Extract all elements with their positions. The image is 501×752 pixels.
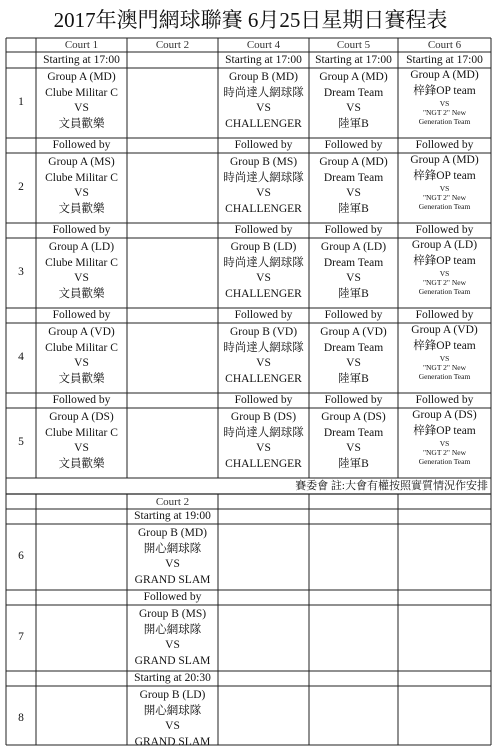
cell-text: Clube Militar C	[45, 341, 118, 354]
match-cell	[309, 323, 398, 393]
cell-text: Followed by	[143, 591, 202, 603]
cell-text: 4	[18, 351, 24, 364]
cell-text: Starting at 17:00	[225, 54, 302, 66]
cell-text: VS	[256, 102, 271, 115]
cell-text: Clube Militar C	[45, 86, 118, 99]
cell-text: Court 2	[155, 39, 190, 51]
cell-text: VS	[165, 639, 180, 652]
followed-by-label	[309, 223, 398, 238]
followed-by-label	[218, 393, 309, 408]
page-title: 2017年澳門網球聯賽 6月25日星期日賽程表	[53, 8, 448, 32]
cell-text: 開心網球隊	[143, 623, 202, 636]
cell-text: Group B (DS)	[230, 411, 297, 423]
cell-text: 陸軍B	[338, 202, 369, 215]
match-cell	[218, 408, 309, 478]
cell-text: 梓鋒OP team	[413, 84, 476, 97]
cell-text: VS	[346, 102, 361, 115]
cell-text: VS	[74, 102, 89, 115]
cell-text: Clube Militar C	[45, 426, 118, 439]
cell-text: VS	[439, 439, 450, 449]
cell-text: Group A (DS)	[49, 411, 114, 423]
court-header	[218, 38, 309, 52]
cell-text: VS	[74, 442, 89, 455]
cell-text: Group A (MD)	[319, 156, 388, 168]
followed-by-label	[127, 590, 218, 605]
cell-text: Group A (MD)	[410, 69, 479, 81]
match-cell	[398, 323, 491, 393]
cell-text: 開心網球隊	[143, 542, 202, 555]
cell-text: Dream Team	[323, 341, 384, 354]
cell-text: 時尚達人網球隊	[223, 341, 304, 354]
cell-text: Group B (MS)	[229, 156, 298, 168]
cell-text: Group A (LD)	[411, 239, 478, 251]
cell-text: VS	[346, 442, 361, 455]
cell-text: Starting at 17:00	[315, 54, 392, 66]
cell-text: Starting at 19:00	[134, 510, 211, 522]
cell-text: 陸軍B	[338, 372, 369, 385]
cell-text: Followed by	[234, 309, 293, 321]
cell-text: "NGT 2" New	[422, 108, 467, 118]
cell-text: "NGT 2" New	[422, 278, 467, 288]
match-cell	[218, 68, 309, 138]
cell-text: Followed by	[415, 309, 474, 321]
cell-text: VS	[439, 184, 450, 194]
cell-text: 開心網球隊	[143, 704, 202, 717]
cell-text: 陸軍B	[338, 287, 369, 300]
cell-text: CHALLENGER	[225, 117, 302, 130]
cell-text: Group A (MD)	[47, 71, 116, 83]
cell-text: VS	[74, 272, 89, 285]
cell-text: 文員歡樂	[58, 457, 105, 470]
cell-text: CHALLENGER	[225, 202, 302, 215]
cell-text: GRAND SLAM	[134, 654, 211, 667]
cell-text: VS	[439, 269, 450, 279]
cell-text: CHALLENGER	[225, 372, 302, 385]
cell-text: Group A (MD)	[410, 154, 479, 166]
followed-by-label	[398, 393, 491, 408]
cell-text: 7	[18, 631, 24, 644]
followed-by-label	[36, 138, 127, 153]
cell-text: Followed by	[415, 224, 474, 236]
cell-text: "NGT 2" New	[422, 193, 467, 203]
match-number	[6, 408, 36, 478]
match-number	[6, 524, 36, 590]
cell-text: Court 2	[155, 496, 190, 508]
cell-text: Generation Team	[418, 287, 471, 297]
match-number	[6, 153, 36, 223]
match-number	[6, 686, 36, 752]
match-cell	[36, 408, 127, 478]
cell-text: VS	[439, 99, 450, 109]
start-time-label	[218, 52, 309, 68]
cell-text: Group A (LD)	[320, 241, 387, 253]
cell-text: Group B (MD)	[138, 527, 207, 539]
cell-text: Generation Team	[418, 117, 471, 127]
start-time-label	[127, 509, 218, 524]
start-time-label	[309, 52, 398, 68]
match-cell	[398, 153, 491, 223]
followed-by-label	[36, 393, 127, 408]
cell-text: Dream Team	[323, 256, 384, 269]
start-time-label	[36, 52, 127, 68]
match-cell	[127, 524, 218, 590]
cell-text: Followed by	[234, 394, 293, 406]
match-cell	[309, 238, 398, 308]
cell-text: CHALLENGER	[225, 287, 302, 300]
followed-by-label	[398, 138, 491, 153]
cell-text: 文員歡樂	[58, 117, 105, 130]
match-cell	[36, 238, 127, 308]
cell-text: Followed by	[324, 309, 383, 321]
cell-text: Group A (MD)	[319, 71, 388, 83]
cell-text: Generation Team	[418, 202, 471, 212]
cell-text: Followed by	[234, 139, 293, 151]
cell-text: Clube Militar C	[45, 256, 118, 269]
match-cell	[127, 686, 218, 752]
cell-text: VS	[439, 354, 450, 364]
cell-text: Followed by	[52, 224, 111, 236]
cell-text: 梓鋒OP team	[413, 339, 476, 352]
followed-by-label	[309, 308, 398, 323]
cell-text: Group A (VD)	[411, 324, 478, 336]
cell-text: 時尚達人網球隊	[223, 86, 304, 99]
cell-text: Followed by	[234, 224, 293, 236]
cell-text: VS	[256, 272, 271, 285]
cell-text: Followed by	[52, 139, 111, 151]
match-cell	[218, 238, 309, 308]
cell-text: Followed by	[324, 139, 383, 151]
match-cell	[36, 323, 127, 393]
match-cell	[398, 408, 491, 478]
cell-text: VS	[165, 558, 180, 571]
cell-text: VS	[256, 442, 271, 455]
start-time-label	[398, 52, 491, 68]
cell-text: "NGT 2" New	[422, 448, 467, 458]
cell-text: CHALLENGER	[225, 457, 302, 470]
cell-text: Group B (LD)	[230, 241, 297, 253]
cell-text: 時尚達人網球隊	[223, 426, 304, 439]
match-cell	[309, 153, 398, 223]
cell-text: Group A (DS)	[412, 409, 477, 421]
match-cell	[309, 68, 398, 138]
cell-text: Followed by	[415, 139, 474, 151]
cell-text: Court 4	[246, 39, 281, 51]
cell-text: Group B (MD)	[229, 71, 298, 83]
cell-text: 文員歡樂	[58, 287, 105, 300]
cell-text: GRAND SLAM	[134, 573, 211, 586]
cell-text: Group A (VD)	[48, 326, 115, 338]
committee-note: 賽委會 註:大會有權按照實質情況作安排	[295, 480, 488, 492]
cell-text: 2	[18, 181, 24, 194]
cell-text: Followed by	[52, 309, 111, 321]
court-header	[36, 38, 127, 52]
cell-text: 3	[18, 266, 24, 279]
cell-text: Group A (MS)	[48, 156, 115, 168]
cell-text: Starting at 20:30	[134, 672, 211, 684]
cell-text: 5	[18, 436, 24, 449]
cell-text: 文員歡樂	[58, 372, 105, 385]
cell-text: Dream Team	[323, 171, 384, 184]
match-cell	[398, 68, 491, 138]
court-header	[398, 38, 491, 52]
cell-text: Group A (DS)	[321, 411, 386, 423]
cell-text: VS	[74, 357, 89, 370]
cell-text: 梓鋒OP team	[413, 169, 476, 182]
match-number	[6, 68, 36, 138]
cell-text: Followed by	[324, 224, 383, 236]
cell-text: Starting at 17:00	[43, 54, 120, 66]
cell-text: VS	[256, 357, 271, 370]
match-cell	[309, 408, 398, 478]
cell-text: 6	[18, 550, 24, 563]
cell-text: GRAND SLAM	[134, 735, 211, 748]
match-cell	[36, 153, 127, 223]
match-cell	[218, 323, 309, 393]
cell-text: 文員歡樂	[58, 202, 105, 215]
followed-by-label	[398, 308, 491, 323]
followed-by-label	[309, 393, 398, 408]
cell-text: 梓鋒OP team	[413, 424, 476, 437]
match-cell	[218, 153, 309, 223]
cell-text: Court 5	[336, 39, 371, 51]
cell-text: 8	[18, 712, 24, 725]
cell-text: Dream Team	[323, 86, 384, 99]
cell-text: VS	[346, 272, 361, 285]
court-header	[127, 38, 218, 52]
cell-text: Followed by	[415, 394, 474, 406]
cell-text: 1	[18, 96, 24, 109]
cell-text: 陸軍B	[338, 457, 369, 470]
cell-text: Followed by	[52, 394, 111, 406]
cell-text: VS	[256, 187, 271, 200]
cell-text: Group A (LD)	[48, 241, 115, 253]
cell-text: Court 1	[64, 39, 99, 51]
cell-text: Group B (MS)	[138, 608, 207, 620]
cell-text: Clube Militar C	[45, 171, 118, 184]
cell-text: 時尚達人網球隊	[223, 171, 304, 184]
cell-text: 梓鋒OP team	[413, 254, 476, 267]
match-cell	[36, 68, 127, 138]
cell-text: Generation Team	[418, 372, 471, 382]
court-header	[309, 38, 398, 52]
cell-text: VS	[346, 357, 361, 370]
cell-text: Dream Team	[323, 426, 384, 439]
followed-by-label	[218, 223, 309, 238]
cell-text: 陸軍B	[338, 117, 369, 130]
cell-text: Generation Team	[418, 457, 471, 467]
cell-text: Group A (VD)	[320, 326, 387, 338]
cell-text: Followed by	[324, 394, 383, 406]
cell-text: 時尚達人網球隊	[223, 256, 304, 269]
followed-by-label	[309, 138, 398, 153]
match-number	[6, 238, 36, 308]
followed-by-label	[36, 308, 127, 323]
cell-text: VS	[165, 720, 180, 733]
match-cell	[398, 238, 491, 308]
cell-text: "NGT 2" New	[422, 363, 467, 373]
cell-text: VS	[74, 187, 89, 200]
followed-by-label	[218, 308, 309, 323]
followed-by-label	[36, 223, 127, 238]
court-header	[127, 494, 218, 509]
cell-text: VS	[346, 187, 361, 200]
cell-text: Group B (LD)	[139, 689, 206, 701]
match-number	[6, 323, 36, 393]
start-time-label	[127, 671, 218, 686]
cell-text: Group B (VD)	[229, 326, 298, 338]
cell-text: Starting at 17:00	[406, 54, 483, 66]
followed-by-label	[218, 138, 309, 153]
cell-text: Court 6	[427, 39, 462, 51]
followed-by-label	[398, 223, 491, 238]
match-cell	[127, 605, 218, 671]
match-number	[6, 605, 36, 671]
